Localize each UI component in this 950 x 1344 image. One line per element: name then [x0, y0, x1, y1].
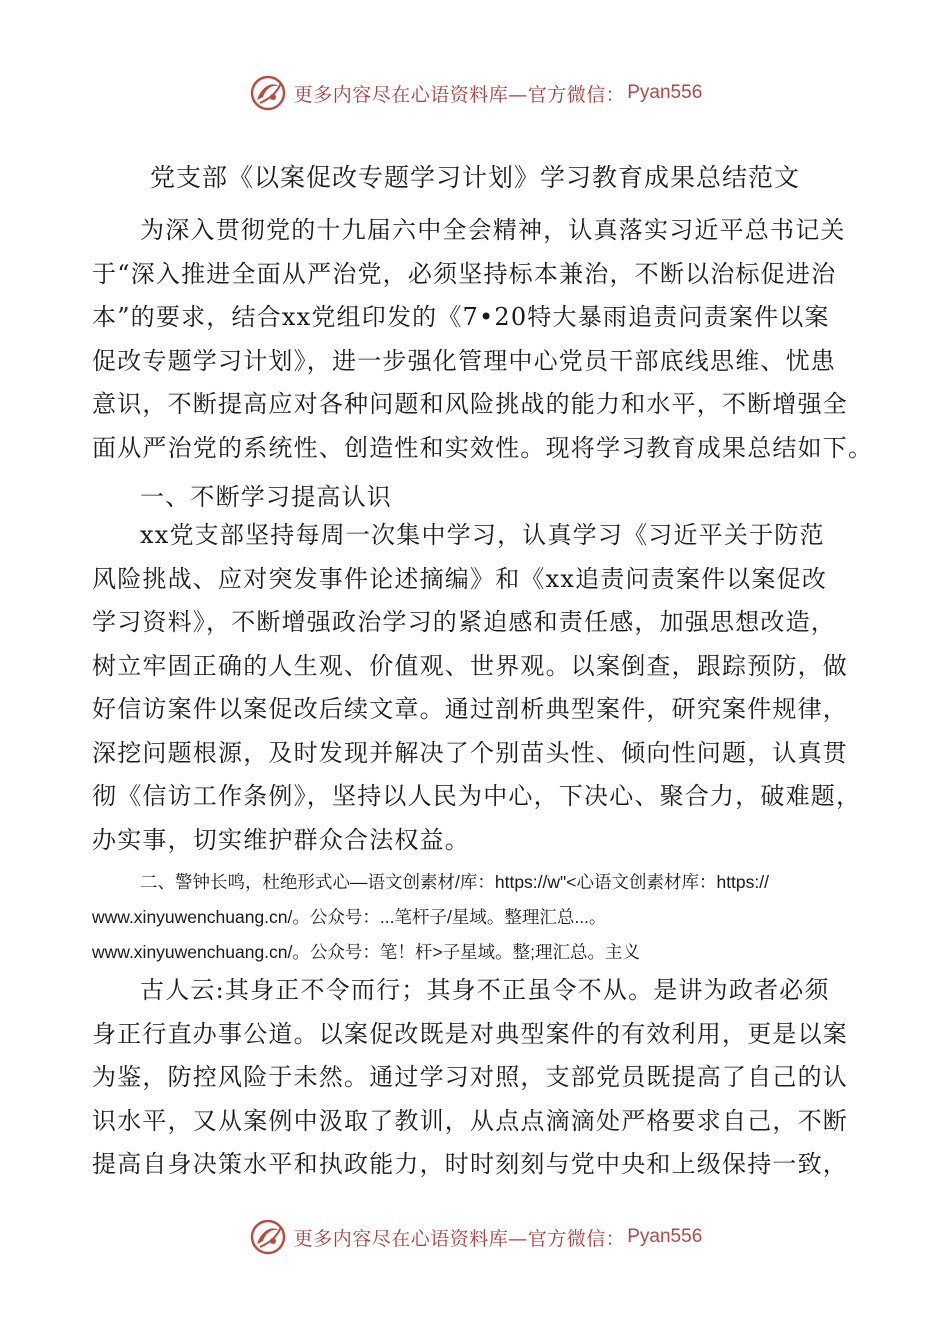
- banner-text: 更多内容尽在心语资料库—官方微信：: [293, 83, 626, 106]
- swirl-logo-icon: [248, 73, 288, 113]
- intro-line: 意识，不断提高应对各种问题和风险挑战的能力和水平，不断增强全: [92, 390, 848, 418]
- section-2-paragraph: [92, 969, 882, 1187]
- section-2-heading-line: www.xinyuwenchuang.cn/。公众号：笔！杆>子星域。整;理汇总。主义: [92, 942, 640, 962]
- swirl-logo-icon: [248, 1217, 288, 1257]
- section-2-line: 身正行直办事公道。以案促改既是对典型案件的有效利用，更是以案: [92, 1019, 848, 1048]
- section-1-heading: 一、不断学习提高认识: [140, 483, 392, 511]
- section-1-line: xx党支部坚持每周一次集中学习，认真学习《习近平关于防范: [140, 521, 825, 549]
- intro-line: 促改专题学习计划》，进一步强化管理中心党员干部底线思维、忧患: [92, 346, 836, 375]
- banner-text: 更多内容尽在心语资料库—官方微信：: [293, 1227, 626, 1250]
- banner-wechat-id: Pyan556: [627, 1226, 703, 1247]
- document-title: 党支部《以案促改专题学习计划》学习教育成果总结范文: [149, 163, 800, 192]
- intro-line: 于“深入推进全面从严治党，必须坚持标本兼治，不断以治标促进治: [92, 259, 837, 288]
- section-1-line: 深挖问题根源，及时发现并解决了个别苗头性、倾向性问题，认真贯: [92, 738, 848, 767]
- section-1-line: 树立牢固正确的人生观、价值观、世界观。以案倒查，跟踪预防，做: [92, 651, 848, 680]
- intro-line: 为深入贯彻党的十九届六中全会精神，认真落实习近平总书记关: [140, 216, 846, 244]
- section-1-line: 办实事，切实维护群众合法权益。: [92, 825, 470, 854]
- section-2-line: 识水平，又从案例中汲取了教训，从点点滴滴处严格要求自己，不断: [92, 1106, 848, 1135]
- section-1-paragraph: [92, 514, 882, 862]
- section-1-line: 风险挑战、应对突发事件论述摘编》和《xx追责问责案件以案促改: [92, 564, 828, 593]
- section-2-heading-line: www.xinyuwenchuang.cn/。公众号：...笔杆子/星域。整理汇总...。: [92, 907, 607, 927]
- section-1-line: 好信访案件以案促改后续文章。通过剖析典型案件，研究案件规律，: [92, 695, 848, 723]
- section-2-line: 古人云:其身正不令而行；其身不正虽令不从。是讲为政者必须: [140, 976, 830, 1004]
- intro-line: 面从严治党的系统性、创造性和实效性。现将学习教育成果总结如下。: [92, 433, 874, 462]
- bottom-banner: [0, 1214, 950, 1260]
- section-1-line: 彻《信访工作条例》，坚持以人民为中心，下决心、聚合力，破难题，: [92, 782, 862, 810]
- section-2-heading-block: [92, 865, 769, 970]
- section-1-line: 学习资料》，不断增强政治学习的紧迫感和责任感，加强思想改造，: [92, 608, 836, 636]
- section-2-line: 提高自身决策水平和执政能力，时时刻刻与党中央和上级保持一致，: [92, 1150, 848, 1178]
- section-2-line: 为鉴，防控风险于未然。通过学习对照，支部党员既提高了自己的认: [92, 1063, 848, 1091]
- banner-wechat-id: Pyan556: [627, 82, 703, 103]
- intro-line: 本”的要求，结合xx党组印发的《7•20特大暴雨追责问责案件以案: [92, 303, 830, 331]
- intro-paragraph: [92, 209, 882, 470]
- top-banner: [0, 70, 950, 116]
- section-2-heading-line: 二、警钟长鸣，杜绝形式心—语文创素材/库：https://w"<心语文创素材库：https://: [140, 872, 769, 892]
